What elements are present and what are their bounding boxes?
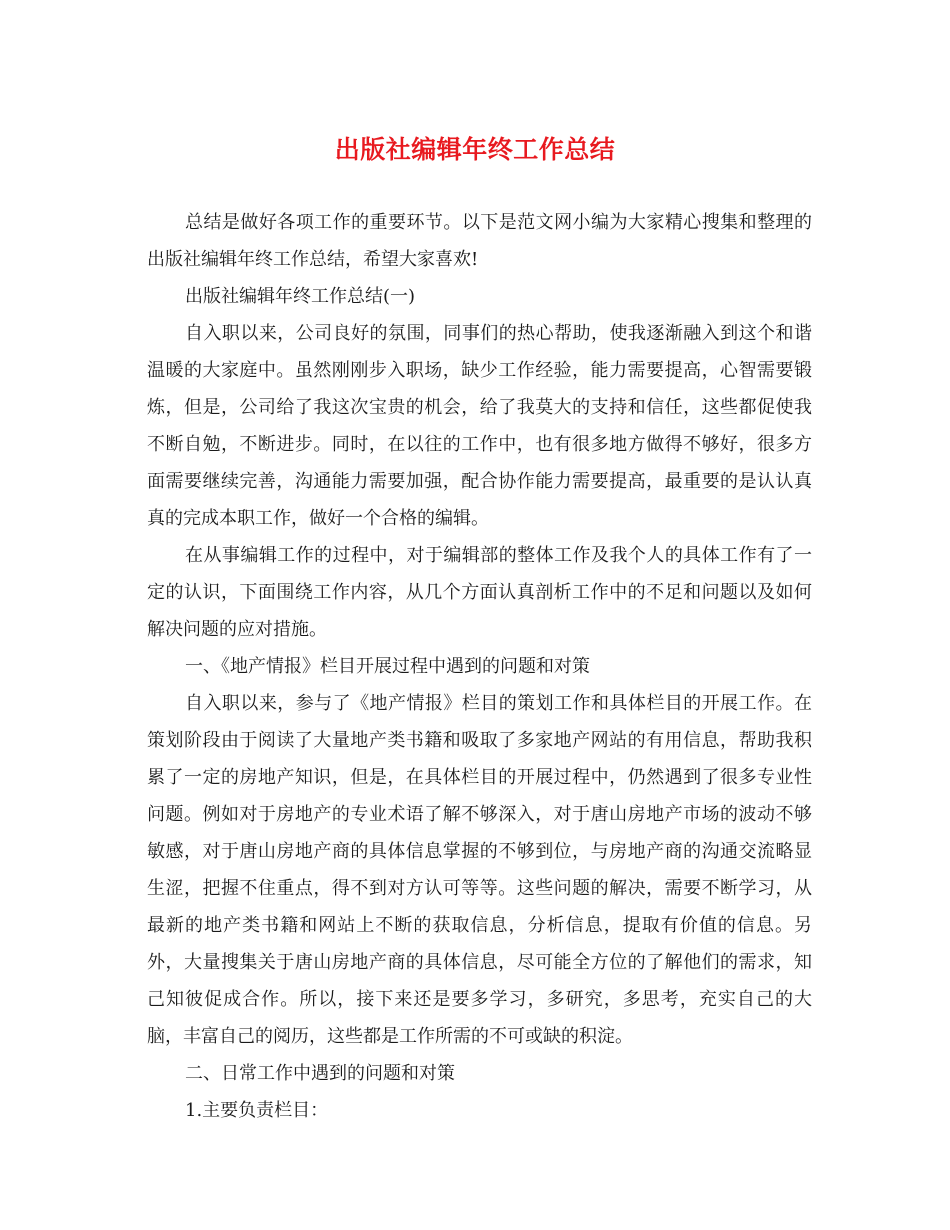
paragraph-body: 自入职以来，参与了《地产情报》栏目的策划工作和具体栏目的开展工作。在策划阶段由于阅读了大量地产类书籍和吸取了多家地产网站的有用信息，帮助我积累了一定的房地产知识，但是，在具体栏目的开展过程中，仍然遇到了很多专业性问题。例如对于房地产的专业术语了解不够深入，对于唐山房地产市场的波动不够敏感，对于唐山房地产商的具体信息掌握的不够到位，与房地产商的沟通交流略显生涩，把握不住重点，得不到对方认可等等。这些问题的解决，需要不断学习，从最新的地产类书籍和网站上不断的获取信息，分析信息，提取有价值的信息。另外，大量搜集关于唐山房地产商的具体信息，尽可能全方位的了解他们的需求，知己知彼促成合作。所以，接下来还是要多学习，多研究，多思考，充实自己的大脑，丰富自己的阅历，这些都是工作所需的不可或缺的积淀。 bbox=[147, 693, 812, 1047]
section-heading-2: 二、日常工作中遇到的问题和对策 bbox=[185, 1063, 455, 1084]
subsection-heading: 1.主要负责栏目： bbox=[185, 1100, 329, 1121]
document-body bbox=[147, 204, 812, 1129]
section-heading-1: 一、《地产情报》栏目开展过程中遇到的问题和对策 bbox=[185, 656, 590, 677]
paragraph-body: 自入职以来，公司良好的氛围，同事们的热心帮助，使我逐渐融入到这个和谐温暖的大家庭中。虽然刚刚步入职场，缺少工作经验，能力需要提高，心智需要锻炼，但是，公司给了我这次宝贵的机会，给了我莫大的支持和信任，这些都促使我不断自勉，不断进步。同时，在以往的工作中，也有很多地方做得不够好，很多方面需要继续完善，沟通能力需要加强，配合协作能力需要提高，最重要的是认认真真的完成本职工作，做好一个合格的编辑。 bbox=[147, 323, 812, 529]
paragraph-body: 在从事编辑工作的过程中，对于编辑部的整体工作及我个人的具体工作有了一定的认识，下面围绕工作内容，从几个方面认真剖析工作中的不足和问题以及如何解决问题的应对措施。 bbox=[147, 545, 812, 640]
paragraph-intro: 总结是做好各项工作的重要环节。以下是范文网小编为大家精心搜集和整理的出版社编辑年终工作总结，希望大家喜欢! bbox=[147, 212, 812, 270]
document-title: 出版社编辑年终工作总结 bbox=[334, 135, 616, 164]
paragraph-subtitle: 出版社编辑年终工作总结(一) bbox=[185, 286, 416, 307]
